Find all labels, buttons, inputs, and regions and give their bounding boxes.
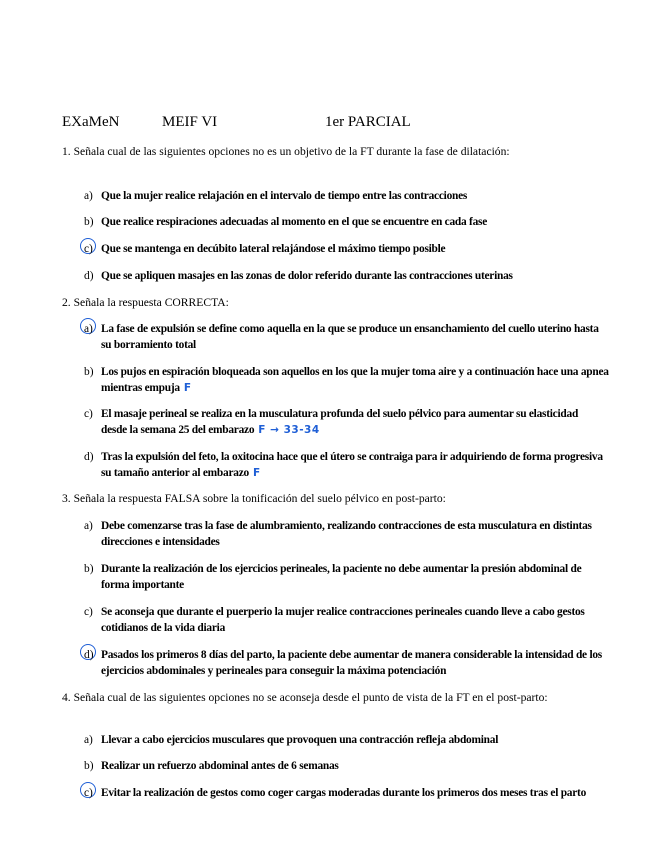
q2-option-b: b) Los pujos en espiración bloqueada son aquellos en los que la mujer toma aire y a continuación hace una apnea mientras empuja F xyxy=(84,366,609,394)
partial-title: 1er PARCIAL xyxy=(325,114,411,130)
q2-option-d: d) Tras la expulsión del feto, la oxitocina hace que el útero se contraiga para ir adquiriendo de forma progresiva su tamaño anterior al embarazo F xyxy=(84,451,603,479)
question-4: 4. Señala cual de las siguientes opciones no se aconseja desde el punto de vista de la FT en el post-parto: xyxy=(62,691,548,704)
q4-option-b: b) Realizar un refuerzo abdominal antes de 6 semanas xyxy=(84,760,339,772)
question-1: 1. Señala cual de las siguientes opciones no es un objetivo de la FT durante la fase de dilatación: xyxy=(62,145,510,158)
q2-option-c: c) El masaje perineal se realiza en la musculatura profunda del suelo pélvico para aumentar su elasticidad desde la semana 25 del embarazo F → 33-34 xyxy=(84,408,579,436)
course-title: MEIF VI xyxy=(162,114,218,130)
handwritten-note: F → 33-34 xyxy=(258,424,320,436)
q3-option-b: b) Durante la realización de los ejercicios perineales, la paciente no debe aumentar la presión abdominal de forma importante xyxy=(84,563,582,591)
q1-option-a: a) Que la mujer realice relajación en el intervalo de tiempo entre las contracciones xyxy=(84,190,468,202)
q1-option-b: b) Que realice respiraciones adecuadas al momento en el que se encuentre en cada fase xyxy=(84,216,488,228)
q4-option-c: c) Evitar la realización de gestos como coger cargas moderadas durante los primeros dos meses tras el parto xyxy=(84,785,604,801)
q4-option-a: a) Llevar a cabo ejercicios musculares que provoquen una contracción refleja abdominal xyxy=(84,734,499,746)
q1-option-c: c) Que se mantenga en decúbito lateral relajándose el máximo tiempo posible xyxy=(84,241,624,257)
exam-title: EXaMeN xyxy=(62,114,120,130)
q3-option-a: a) Debe comenzarse tras la fase de alumbramiento, realizando contracciones de esta musculatura en distintas direcciones e intensidades xyxy=(84,520,592,548)
q3-option-d: d) Pasados los primeros 8 días del parto, la paciente debe aumentar de manera considerable la intensidad de los ejercicios abdominales y perineales para conseguir la máxima potenciación xyxy=(84,647,614,679)
q3-option-c: c) Se aconseja que durante el puerperio la mujer realice contracciones perineales cuando lleve a cabo gestos cotidianos de la vida diaria xyxy=(84,606,585,634)
question-3: 3. Señala la respuesta FALSA sobre la tonificación del suelo pélvico en post-parto: xyxy=(62,492,446,505)
handwritten-note: F xyxy=(252,467,261,479)
handwritten-note: F xyxy=(183,382,192,394)
q2-option-a: a) La fase de expulsión se define como aquella en la que se produce un ensanchamiento del cuello uterino hasta su borramiento total xyxy=(84,321,604,353)
question-2: 2. Señala la respuesta CORRECTA: xyxy=(62,296,229,309)
q1-option-d: d) Que se apliquen masajes en las zonas de dolor referido durante las contracciones uterinas xyxy=(84,270,513,282)
